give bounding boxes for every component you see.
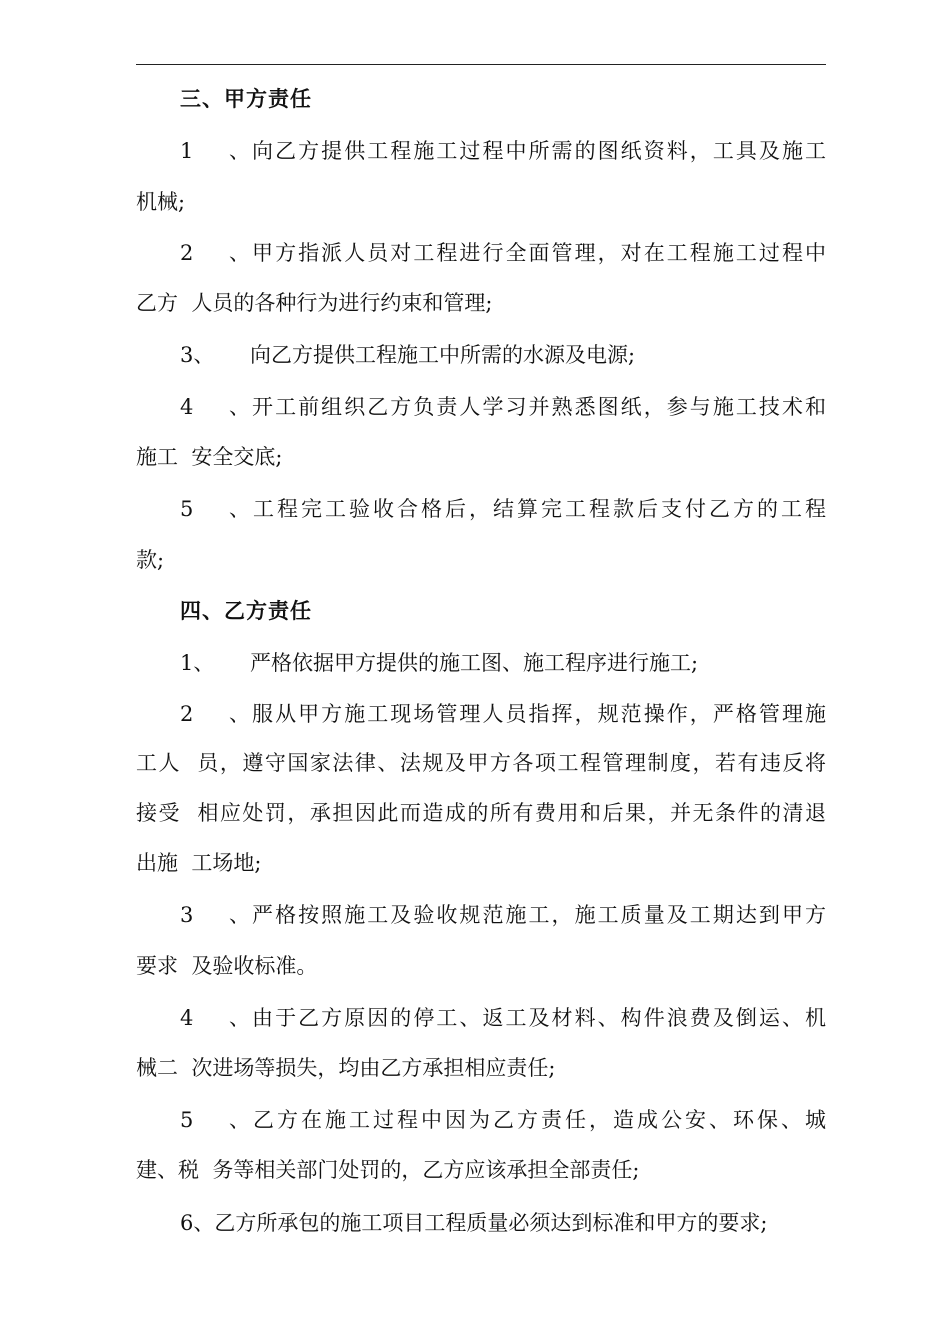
item-3-5-first: 5、工程完工验收合格后，结算完工程款后支付乙方的工程: [180, 497, 826, 521]
item-4-2-cont-2: 接受 相应处罚，承担因此而造成的所有费用和后果，并无条件的清退: [136, 801, 826, 825]
item-3-1-first: 1、向乙方提供工程施工过程中所需的图纸资料，工具及施工: [180, 139, 826, 163]
item-3-1-cont: 机械;: [136, 190, 186, 214]
item-4-2-cont-3: 出施 工场地;: [136, 851, 262, 875]
item-4-2-cont-1: 工人 员，遵守国家法律、法规及甲方各项工程管理制度，若有违反将: [136, 751, 826, 775]
item-4-5-first: 5、乙方在施工过程中因为乙方责任，造成公安、环保、城: [180, 1108, 826, 1132]
header-rule: [136, 64, 826, 65]
item-4-4-cont: 械二 次进场等损失，均由乙方承担相应责任;: [136, 1056, 556, 1080]
item-4-2-first: 2、服从甲方施工现场管理人员指挥，规范操作，严格管理施: [180, 702, 826, 726]
item-4-1-first: 1、 严格依据甲方提供的施工图、施工程序进行施工;: [180, 651, 699, 675]
item-4-3-first: 3、严格按照施工及验收规范施工，施工质量及工期达到甲方: [180, 903, 826, 927]
item-4-4-first: 4、由于乙方原因的停工、返工及材料、构件浪费及倒运、机: [180, 1006, 826, 1030]
item-3-3-first: 3、 向乙方提供工程施工中所需的水源及电源;: [180, 343, 636, 367]
item-3-2-cont: 乙方 人员的各种行为进行约束和管理;: [136, 291, 493, 315]
item-3-2-first: 2、甲方指派人员对工程进行全面管理，对在工程施工过程中: [180, 241, 826, 265]
item-3-4-first: 4、开工前组织乙方负责人学习并熟悉图纸，参与施工技术和: [180, 395, 826, 419]
item-4-3-cont: 要求 及验收标准。: [136, 954, 318, 978]
section-heading-4: 四、乙方责任: [180, 598, 312, 623]
item-4-5-cont: 建、税 务等相关部门处罚的，乙方应该承担全部责任;: [136, 1158, 640, 1182]
section-heading-3: 三、甲方责任: [180, 86, 312, 111]
item-4-6: 6、乙方所承包的施工项目工程质量必须达到标准和甲方的要求;: [180, 1211, 768, 1235]
item-3-5-cont: 款;: [136, 548, 165, 572]
item-3-4-cont: 施工 安全交底;: [136, 445, 283, 469]
